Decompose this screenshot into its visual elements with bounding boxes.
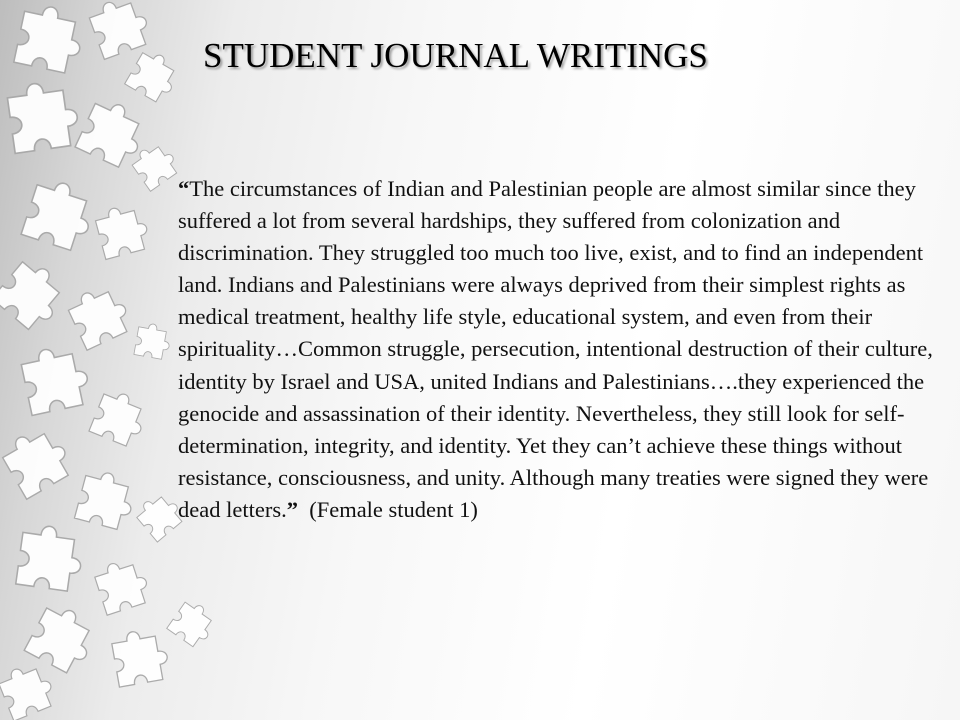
slide-title: STUDENT JOURNAL WRITINGS — [203, 36, 708, 75]
close-quote-mark: ” — [286, 496, 298, 522]
quote-body: The circumstances of Indian and Palestinian people are almost similar since they suffered a lot from several hardships, they suffered from colonization and discrimination. They struggled too much too live, exist, and to find an independent land. Indians and Palestinians were always deprived from their simplest rights as medical treatment, healthy life style, educational system, and even from their spirituality…Common struggle, persecution, intentional destruction of their culture, identity by Israel and USA, united Indians and Palestinians….they experienced the genocide and assassination of their identity. Nevertheless, they still look for self-determination, integrity, and identity. Yet they can’t achieve these things without resistance, consciousness, and unity. Although many treaties were signed they were dead letters. — [178, 176, 933, 522]
open-quote-mark: “ — [178, 176, 190, 201]
journal-quote — [178, 173, 938, 526]
quote-attribution: (Female student 1) — [309, 496, 478, 522]
